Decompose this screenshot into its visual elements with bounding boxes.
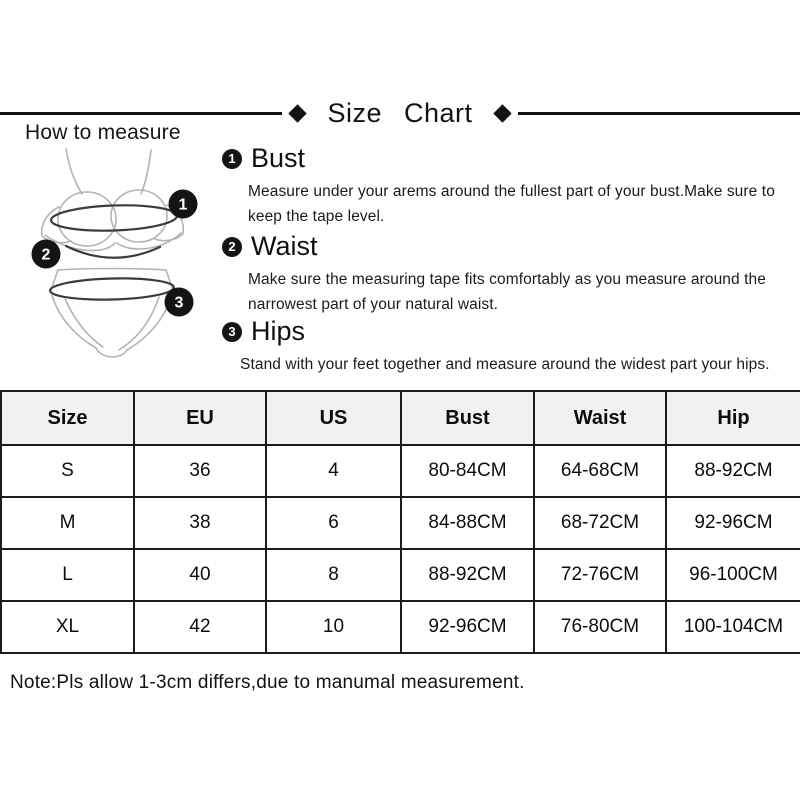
cell-bust: 80-84CM xyxy=(401,445,534,497)
instruction-waist-heading xyxy=(222,232,783,262)
instruction-hips-heading xyxy=(222,317,770,347)
column-header-waist: Waist xyxy=(534,391,666,445)
cell-waist: 76-80CM xyxy=(534,601,666,653)
column-header-us: US xyxy=(266,391,401,445)
cell-size: S xyxy=(1,445,134,497)
instruction-bust-heading xyxy=(222,144,783,174)
cell-hip: 96-100CM xyxy=(666,549,800,601)
figure-marker-2 xyxy=(32,240,61,269)
cell-waist: 72-76CM xyxy=(534,549,666,601)
figure-marker-3 xyxy=(165,288,194,317)
table-row-m xyxy=(1,497,800,549)
table-row-s xyxy=(1,445,800,497)
instruction-hips-description: Stand with your feet together and measure around the widest part your hips. xyxy=(240,355,770,373)
cell-bust: 88-92CM xyxy=(401,549,534,601)
instruction-hips-title: Hips xyxy=(251,316,306,346)
title-rule-right xyxy=(518,112,800,115)
cell-size: L xyxy=(1,549,134,601)
cell-eu: 42 xyxy=(134,601,266,653)
cell-hip: 88-92CM xyxy=(666,445,800,497)
column-header-size: Size xyxy=(1,391,134,445)
page-title: Size Chart xyxy=(327,97,473,128)
numbered-bullet-icon: 2 xyxy=(222,237,242,257)
waist-tape-line xyxy=(66,246,160,258)
instruction-waist xyxy=(222,232,783,318)
column-header-bust: Bust xyxy=(401,391,534,445)
cell-eu: 36 xyxy=(134,445,266,497)
cell-us: 4 xyxy=(266,445,401,497)
cell-hip: 92-96CM xyxy=(666,497,800,549)
measurement-figure xyxy=(15,147,225,383)
bikini-top-outline xyxy=(42,149,184,251)
cell-bust: 84-88CM xyxy=(401,497,534,549)
bikini-illustration-svg xyxy=(15,147,225,383)
table-row-l xyxy=(1,549,800,601)
measure-instructions xyxy=(222,144,800,384)
cell-size: XL xyxy=(1,601,134,653)
cell-bust: 92-96CM xyxy=(401,601,534,653)
figure-marker-1 xyxy=(169,190,198,219)
diamond-icon-left xyxy=(289,104,307,122)
instruction-waist-title: Waist xyxy=(251,231,318,261)
figure-marker-1-label: 1 xyxy=(178,196,188,214)
measurement-note: Note:Pls allow 1-3cm differs,due to manumal measurement. xyxy=(10,672,525,693)
instruction-waist-description: Make sure the measuring tape fits comfortably as you measure around the narrowest part of your natural waist. xyxy=(248,270,767,314)
size-table xyxy=(0,390,800,654)
cell-us: 8 xyxy=(266,549,401,601)
figure-marker-2-label: 2 xyxy=(41,246,51,264)
instruction-hips xyxy=(222,317,770,377)
column-header-eu: EU xyxy=(134,391,266,445)
cell-hip: 100-104CM xyxy=(666,601,800,653)
figure-marker-3-label: 3 xyxy=(174,294,184,312)
cell-size: M xyxy=(1,497,134,549)
instruction-bust-title: Bust xyxy=(251,143,306,173)
diamond-icon-right xyxy=(493,104,511,122)
cell-eu: 38 xyxy=(134,497,266,549)
cell-us: 6 xyxy=(266,497,401,549)
numbered-bullet-icon: 3 xyxy=(222,322,242,342)
title-rule-left xyxy=(0,112,282,115)
cell-us: 10 xyxy=(266,601,401,653)
numbered-bullet-icon: 1 xyxy=(222,149,242,169)
instruction-bust-description: Measure under your arems around the fullest part of your bust.Make sure to keep the tape level. xyxy=(248,182,775,226)
size-table-header-row xyxy=(1,391,800,445)
instruction-bust xyxy=(222,144,783,230)
cell-waist: 68-72CM xyxy=(534,497,666,549)
table-row-xl xyxy=(1,601,800,653)
hip-tape-line xyxy=(50,277,175,301)
cell-waist: 64-68CM xyxy=(534,445,666,497)
how-to-measure-heading: How to measure xyxy=(25,121,181,144)
cell-eu: 40 xyxy=(134,549,266,601)
column-header-hip: Hip xyxy=(666,391,800,445)
